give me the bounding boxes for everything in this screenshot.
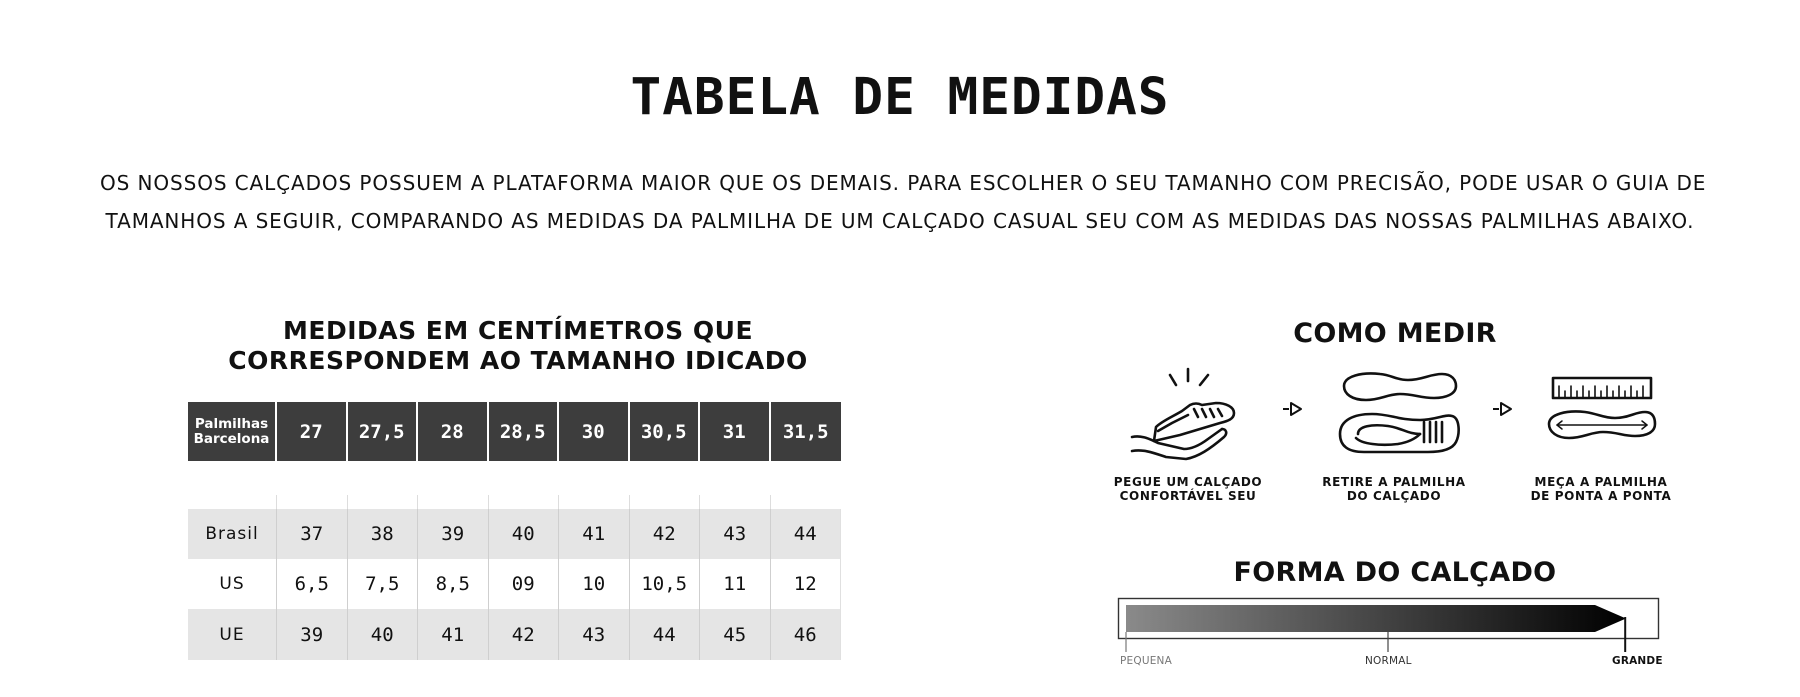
step-caption-3 bbox=[1511, 475, 1691, 503]
header-size-cell: 27,5 bbox=[348, 402, 419, 461]
hand-holding-shoe-icon bbox=[1128, 365, 1246, 461]
step-2-line-1: RETIRE A PALMILHA bbox=[1322, 475, 1466, 489]
table-row-us bbox=[188, 559, 841, 609]
table-cell: 43 bbox=[559, 609, 630, 660]
header-label-line-1: Palmilhas bbox=[194, 415, 269, 432]
row-label-cell: UE bbox=[188, 609, 277, 660]
column-guide-line bbox=[417, 495, 418, 509]
table-cell: 40 bbox=[348, 609, 419, 660]
table-cell: 10 bbox=[559, 559, 630, 609]
header-size-cell: 27 bbox=[277, 402, 348, 461]
table-cell: 38 bbox=[348, 509, 419, 559]
scale-frame bbox=[1119, 599, 1659, 639]
intro-text bbox=[100, 164, 1707, 240]
table-cell: 11 bbox=[700, 559, 771, 609]
column-guide-line bbox=[347, 495, 348, 509]
table-cell: 6,5 bbox=[277, 559, 348, 609]
header-size-cell: 28 bbox=[418, 402, 489, 461]
column-guide-line bbox=[488, 495, 489, 509]
step-caption-2 bbox=[1304, 475, 1484, 503]
scale-gradient-arrow bbox=[1126, 605, 1626, 632]
step-3-line-2: DE PONTA A PONTA bbox=[1530, 489, 1672, 503]
table-row-brasil bbox=[188, 509, 841, 559]
shoe-shape-heading: FORMA DO CALÇADO bbox=[1233, 557, 1557, 588]
table-cell: 44 bbox=[771, 509, 842, 559]
table-cell: 12 bbox=[771, 559, 842, 609]
table-cell: 8,5 bbox=[418, 559, 489, 609]
column-guide-line bbox=[558, 495, 559, 509]
size-table-header-row bbox=[188, 402, 841, 461]
table-cell: 42 bbox=[489, 609, 560, 660]
table-row-ue bbox=[188, 609, 841, 660]
column-guide-line bbox=[699, 495, 700, 509]
scale-label-grande: GRANDE bbox=[1612, 655, 1663, 667]
table-cell: 09 bbox=[489, 559, 560, 609]
row-label-cell: US bbox=[188, 559, 277, 609]
page-title: TABELA DE MEDIDAS bbox=[630, 68, 1170, 127]
table-cell: 45 bbox=[700, 609, 771, 660]
table-cell: 39 bbox=[277, 609, 348, 660]
table-cell: 40 bbox=[489, 509, 560, 559]
table-cell: 42 bbox=[630, 509, 701, 559]
column-guide-line bbox=[276, 495, 277, 509]
shoe-and-insole-icon bbox=[1336, 368, 1462, 456]
table-cell: 41 bbox=[418, 609, 489, 660]
table-cell: 37 bbox=[277, 509, 348, 559]
header-size-cell: 30,5 bbox=[630, 402, 701, 461]
header-size-cell: 31 bbox=[700, 402, 771, 461]
header-label-line-2: Barcelona bbox=[193, 430, 270, 447]
header-size-cell: 28,5 bbox=[489, 402, 560, 461]
row-label-cell: Brasil bbox=[188, 509, 277, 559]
header-size-cell: 30 bbox=[559, 402, 630, 461]
table-cell: 46 bbox=[771, 609, 842, 660]
arrow-right-icon bbox=[1492, 399, 1514, 419]
scale-label-normal: NORMAL bbox=[1365, 655, 1412, 667]
intro-line-2: TAMANHOS A SEGUIR, COMPARANDO AS MEDIDAS DA PALMILHA DE UM CALÇADO CASUAL SEU COM AS MEDIDAS DAS NOSSAS PALMILHAS ABAIXO. bbox=[105, 209, 1695, 233]
scale-label-pequena: PEQUENA bbox=[1120, 655, 1172, 667]
size-table-heading bbox=[188, 316, 848, 376]
column-guide-line bbox=[770, 495, 771, 509]
step-caption-1 bbox=[1098, 475, 1278, 503]
table-cell: 41 bbox=[559, 509, 630, 559]
arrow-right-icon bbox=[1282, 399, 1304, 419]
intro-line-1: OS NOSSOS CALÇADOS POSSUEM A PLATAFORMA MAIOR QUE OS DEMAIS. PARA ESCOLHER O SEU TAMANHO COM PRECISÃO, PODE USAR O GUIA DE bbox=[100, 171, 1707, 195]
how-to-measure-heading: COMO MEDIR bbox=[1293, 318, 1497, 349]
column-guide-line bbox=[629, 495, 630, 509]
table-cell: 10,5 bbox=[630, 559, 701, 609]
step-1-line-2: CONFORTÁVEL SEU bbox=[1119, 489, 1257, 503]
size-table-heading-line-1: MEDIDAS EM CENTÍMETROS QUE bbox=[282, 316, 754, 345]
step-3-line-1: MEÇA A PALMILHA bbox=[1534, 475, 1668, 489]
size-table-heading-line-2: CORRESPONDEM AO TAMANHO IDICADO bbox=[228, 346, 808, 375]
table-cell: 44 bbox=[630, 609, 701, 660]
ruler-and-insole-icon bbox=[1545, 374, 1657, 448]
table-cell: 43 bbox=[700, 509, 771, 559]
step-1-line-1: PEGUE UM CALÇADO bbox=[1113, 475, 1263, 489]
table-cell: 7,5 bbox=[348, 559, 419, 609]
table-cell: 39 bbox=[418, 509, 489, 559]
header-label-cell bbox=[188, 402, 277, 461]
step-2-line-2: DO CALÇADO bbox=[1346, 489, 1442, 503]
header-size-cell: 31,5 bbox=[771, 402, 842, 461]
